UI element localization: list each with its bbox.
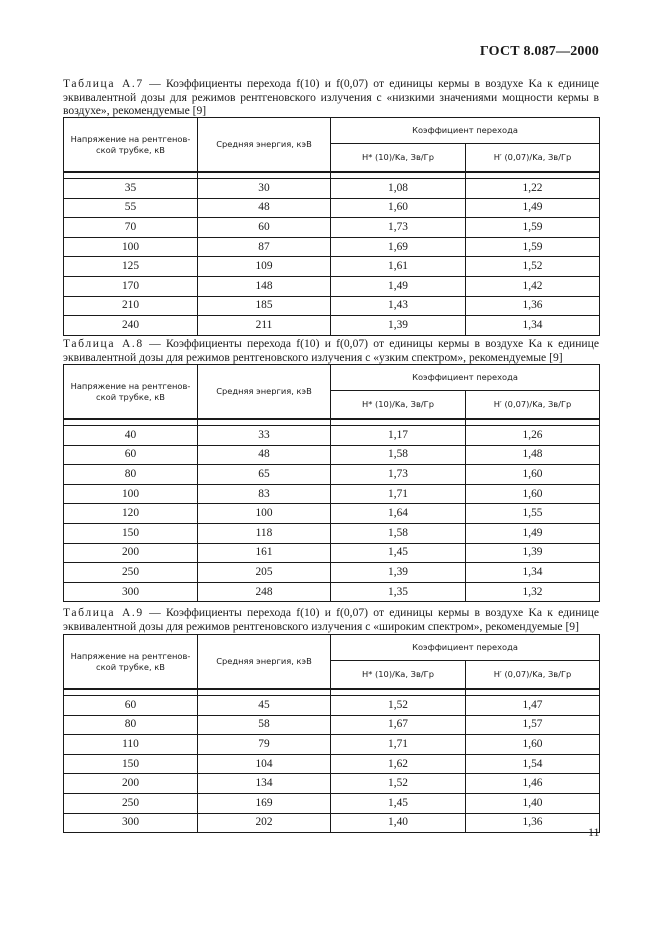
energy-cell: 45 [198,696,331,716]
h10-cell: 1,58 [331,445,466,465]
table-row [64,754,600,774]
voltage-header: Напряжение на рентгенов-ской трубке, кВ [64,635,198,690]
energy-header: Средняя энергия, кэВ [198,118,331,173]
h10-cell: 1,49 [331,276,466,296]
voltage-cell: 80 [64,715,198,735]
energy-cell: 118 [198,523,331,543]
h007-header: H′ (0,07)/Kа, Зв/Гр [466,391,600,420]
table-row [64,218,600,238]
energy-cell: 48 [198,445,331,465]
h10-cell: 1,39 [331,563,466,583]
h007-cell: 1,57 [466,715,600,735]
table-a8-caption-lead: Таблица А.8 [63,337,144,350]
energy-cell: 205 [198,563,331,583]
h10-cell: 1,73 [331,465,466,485]
energy-cell: 134 [198,774,331,794]
table-a9-caption-text: — Коэффициенты перехода f(10) и f(0,07) от единицы кермы в воздухе Kа к единице эквивалентной дозы для режимов рентгеновского излучения с «широким спектром», рекомендуемые [9] [63,606,599,633]
voltage-cell: 300 [64,813,198,833]
table-row [64,257,600,277]
table-row [64,296,600,316]
h10-cell: 1,40 [331,813,466,833]
h007-cell: 1,34 [466,316,600,336]
h007-cell: 1,26 [466,426,600,446]
h007-cell: 1,59 [466,237,600,257]
h007-cell: 1,48 [466,445,600,465]
energy-cell: 211 [198,316,331,336]
table-a8-body [64,426,600,602]
table-a7-caption [63,77,599,118]
h10-header: H* (10)/Kа, Зв/Гр [331,144,466,173]
h007-cell: 1,59 [466,218,600,238]
h007-cell: 1,39 [466,543,600,563]
table-a9-caption-lead: Таблица А.9 [63,606,144,619]
voltage-cell: 55 [64,198,198,218]
energy-cell: 48 [198,198,331,218]
table-row [64,735,600,755]
voltage-cell: 170 [64,276,198,296]
table-a7-body [64,179,600,336]
h10-cell: 1,71 [331,484,466,504]
energy-cell: 161 [198,543,331,563]
table-row [64,484,600,504]
energy-cell: 65 [198,465,331,485]
table-row [64,582,600,602]
voltage-cell: 125 [64,257,198,277]
table-row [64,198,600,218]
voltage-header: Напряжение на рентгенов-ской трубке, кВ [64,365,198,420]
h007-header: H′ (0,07)/Kа, Зв/Гр [466,144,600,173]
h10-cell: 1,08 [331,179,466,199]
h007-cell: 1,47 [466,696,600,716]
voltage-cell: 70 [64,218,198,238]
h007-cell: 1,36 [466,813,600,833]
table-row [64,179,600,199]
voltage-cell: 300 [64,582,198,602]
h007-cell: 1,34 [466,563,600,583]
table-a7-caption-text: — Коэффициенты перехода f(10) и f(0,07) от единицы кермы в воздухе Kа к единице эквивалентной дозы для режимов рентгеновского излучения с «низкими значениями мощности кермы в воздухе», рекомендуемые [9] [63,77,599,118]
h10-cell: 1,69 [331,237,466,257]
energy-header: Средняя энергия, кэВ [198,635,331,690]
h007-cell: 1,55 [466,504,600,524]
coefficient-header: Коэффициент перехода [331,365,600,391]
energy-header: Средняя энергия, кэВ [198,365,331,420]
table-row [64,523,600,543]
h10-cell: 1,45 [331,793,466,813]
voltage-cell: 150 [64,754,198,774]
voltage-cell: 40 [64,426,198,446]
table-row [64,696,600,716]
voltage-cell: 35 [64,179,198,199]
h007-cell: 1,40 [466,793,600,813]
h10-cell: 1,60 [331,198,466,218]
energy-cell: 202 [198,813,331,833]
table-row [64,316,600,336]
h10-cell: 1,71 [331,735,466,755]
table-row [64,426,600,446]
voltage-cell: 100 [64,237,198,257]
table-row [64,276,600,296]
table-row [64,543,600,563]
table-a7 [63,117,600,336]
h10-cell: 1,39 [331,316,466,336]
coefficient-header: Коэффициент перехода [331,635,600,661]
voltage-header: Напряжение на рентгенов-ской трубке, кВ [64,118,198,173]
h10-cell: 1,52 [331,696,466,716]
h007-cell: 1,60 [466,465,600,485]
voltage-cell: 240 [64,316,198,336]
h007-cell: 1,49 [466,198,600,218]
table-a9-body [64,696,600,833]
energy-cell: 248 [198,582,331,602]
voltage-cell: 120 [64,504,198,524]
h10-cell: 1,64 [331,504,466,524]
h10-cell: 1,45 [331,543,466,563]
table-a9 [63,634,600,833]
voltage-cell: 60 [64,445,198,465]
voltage-cell: 200 [64,774,198,794]
h007-cell: 1,32 [466,582,600,602]
table-row [64,504,600,524]
energy-cell: 33 [198,426,331,446]
document-code: ГОСТ 8.087—2000 [479,44,599,59]
page-number: 11 [588,825,600,839]
energy-cell: 185 [198,296,331,316]
h10-cell: 1,73 [331,218,466,238]
table-a9-caption [63,606,599,633]
energy-cell: 169 [198,793,331,813]
h10-cell: 1,35 [331,582,466,602]
h10-cell: 1,61 [331,257,466,277]
table-row [64,465,600,485]
h10-cell: 1,67 [331,715,466,735]
h007-header: H′ (0,07)/Kа, Зв/Гр [466,661,600,690]
table-a8 [63,364,600,602]
h10-cell: 1,17 [331,426,466,446]
energy-cell: 87 [198,237,331,257]
h007-cell: 1,49 [466,523,600,543]
voltage-cell: 100 [64,484,198,504]
voltage-cell: 60 [64,696,198,716]
voltage-cell: 80 [64,465,198,485]
energy-cell: 109 [198,257,331,277]
h10-cell: 1,43 [331,296,466,316]
table-row [64,793,600,813]
table-row [64,715,600,735]
h007-cell: 1,36 [466,296,600,316]
voltage-cell: 250 [64,563,198,583]
energy-cell: 60 [198,218,331,238]
h10-cell: 1,62 [331,754,466,774]
h007-cell: 1,42 [466,276,600,296]
table-row [64,774,600,794]
table-row [64,563,600,583]
h007-cell: 1,22 [466,179,600,199]
energy-cell: 83 [198,484,331,504]
h007-cell: 1,60 [466,484,600,504]
table-a8-caption [63,337,599,364]
h10-cell: 1,52 [331,774,466,794]
energy-cell: 104 [198,754,331,774]
energy-cell: 30 [198,179,331,199]
table-a7-caption-lead: Таблица А.7 [63,77,144,90]
energy-cell: 58 [198,715,331,735]
table-row [64,237,600,257]
energy-cell: 100 [198,504,331,524]
table-a8-caption-text: — Коэффициенты перехода f(10) и f(0,07) от единицы кермы в воздухе Kа к единице эквивалентной дозы для режимов рентгеновского излучения с «узким спектром», рекомендуемые [9] [63,337,599,364]
h007-cell: 1,46 [466,774,600,794]
table-row [64,813,600,833]
energy-cell: 148 [198,276,331,296]
h007-cell: 1,52 [466,257,600,277]
coefficient-header: Коэффициент перехода [331,118,600,144]
h007-cell: 1,60 [466,735,600,755]
voltage-cell: 110 [64,735,198,755]
energy-cell: 79 [198,735,331,755]
h10-cell: 1,58 [331,523,466,543]
voltage-cell: 250 [64,793,198,813]
h007-cell: 1,54 [466,754,600,774]
voltage-cell: 210 [64,296,198,316]
h10-header: H* (10)/Kа, Зв/Гр [331,391,466,420]
voltage-cell: 200 [64,543,198,563]
h10-header: H* (10)/Kа, Зв/Гр [331,661,466,690]
table-row [64,445,600,465]
voltage-cell: 150 [64,523,198,543]
